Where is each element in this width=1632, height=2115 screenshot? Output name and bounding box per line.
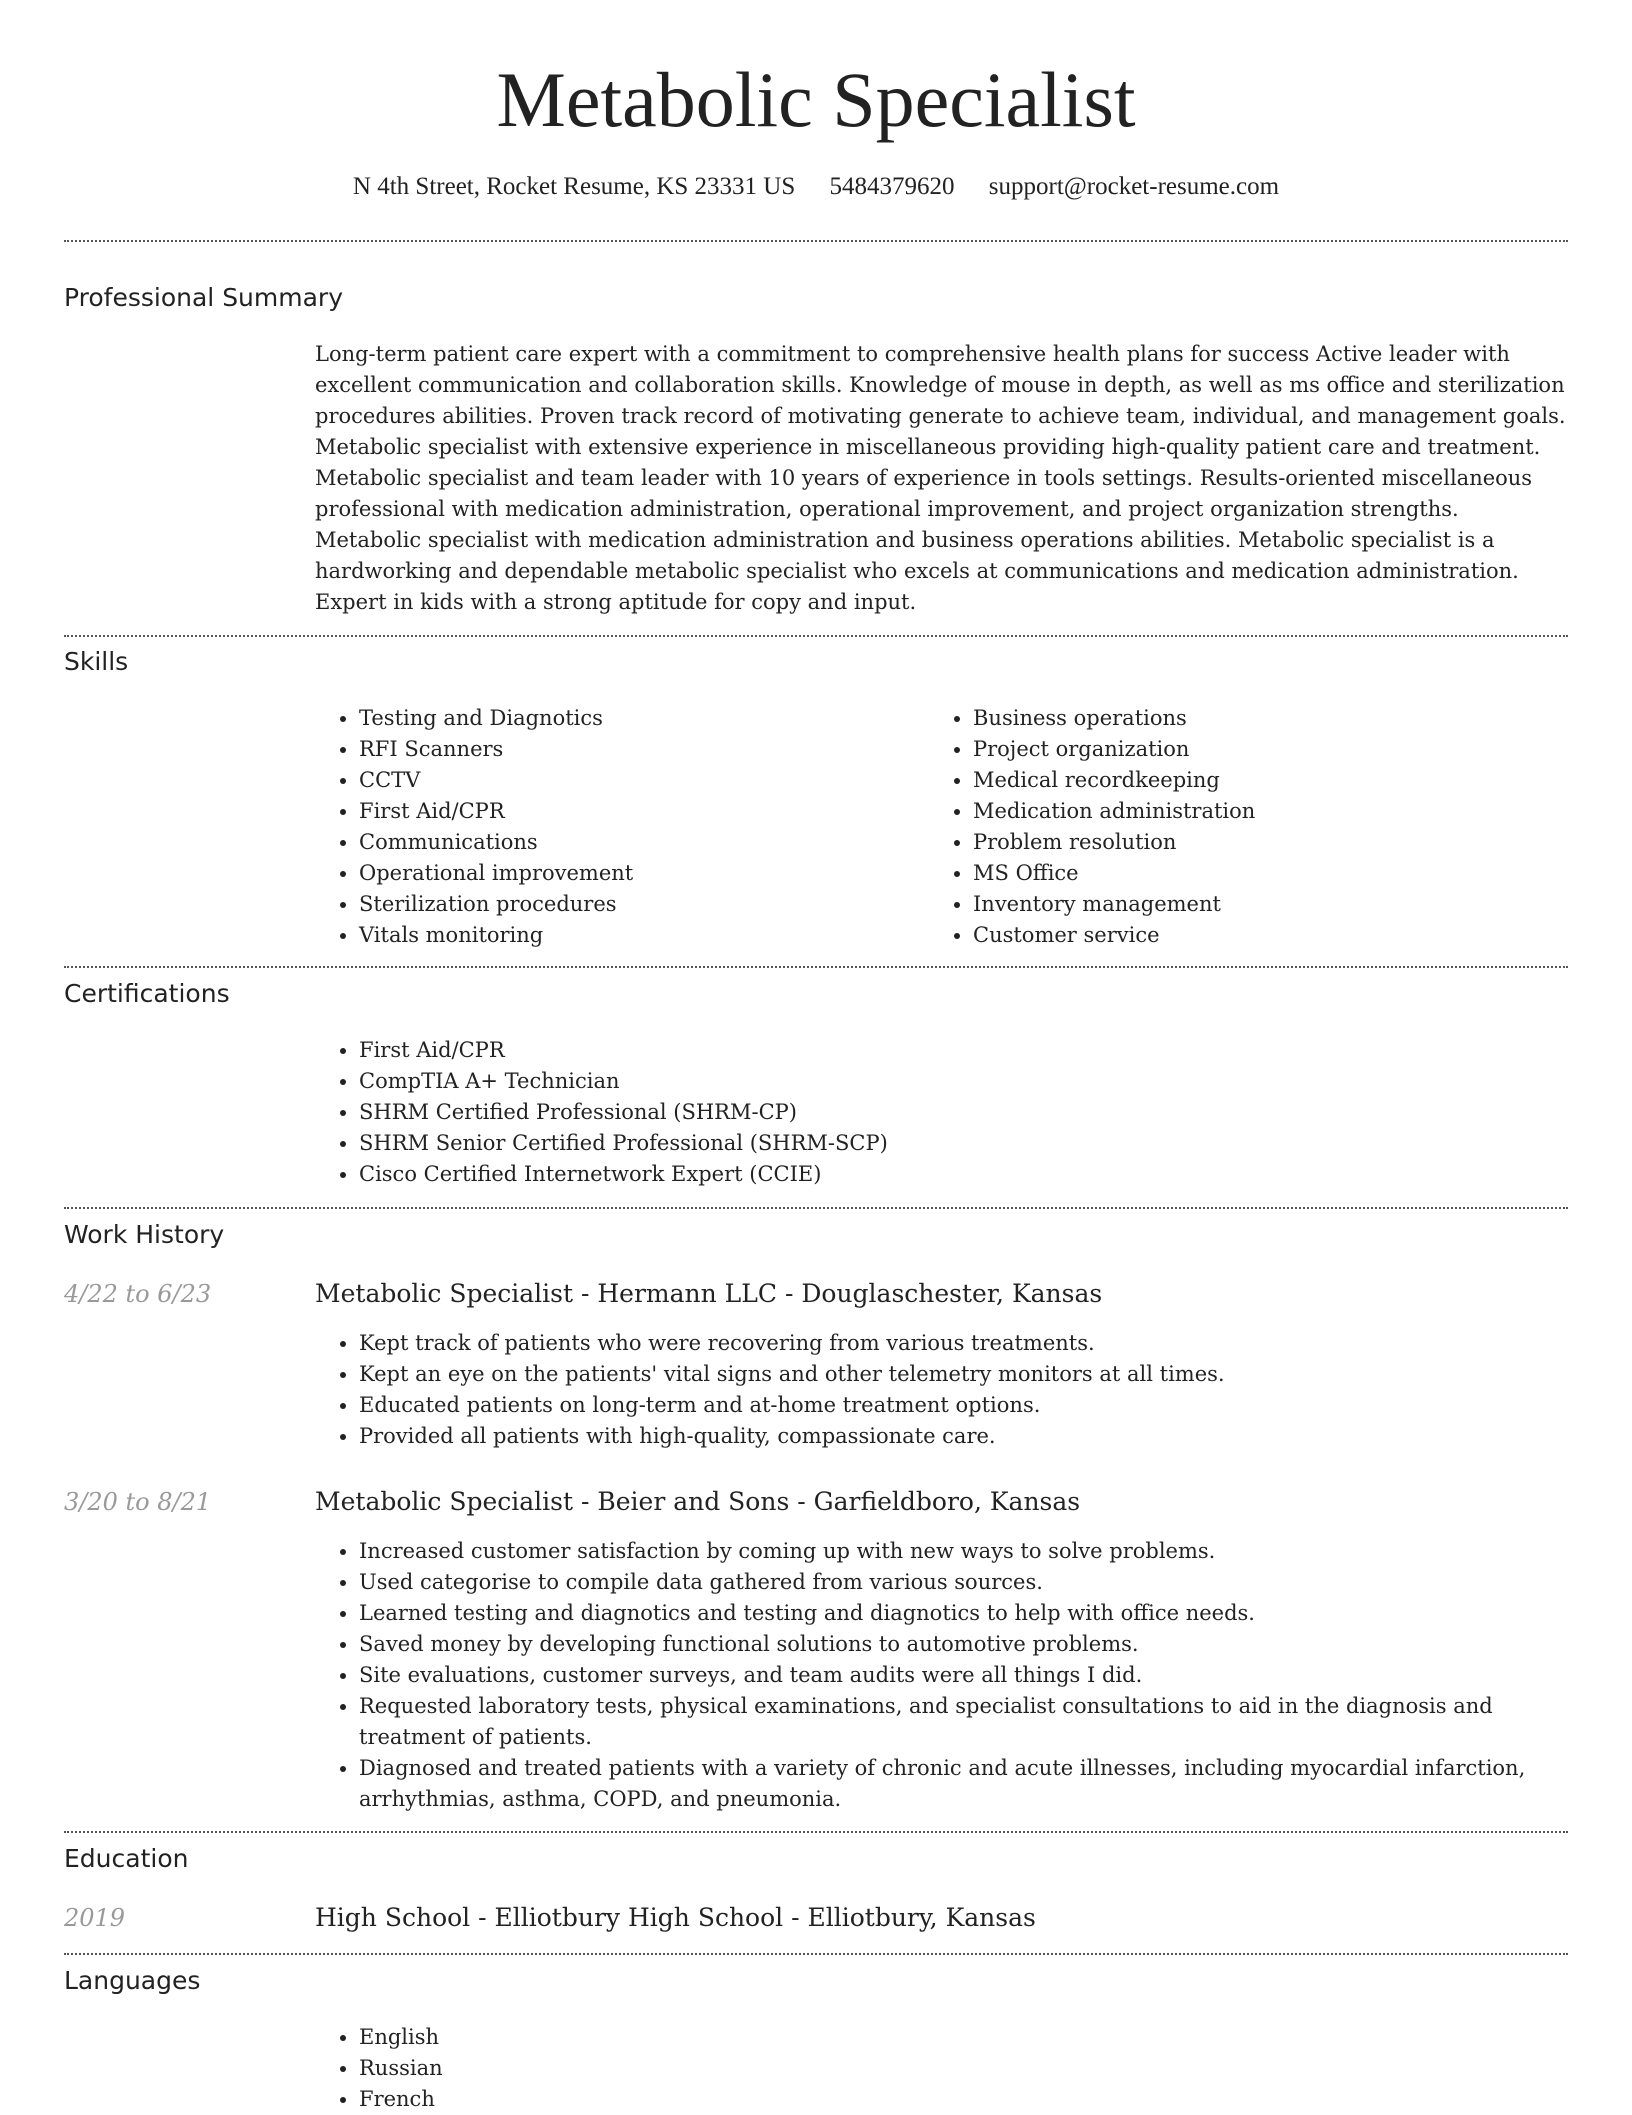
contact-line (0, 170, 1632, 204)
section-title-education: Education (64, 1844, 189, 1873)
job-bullet: • Increased customer satisfaction by coming up with new ways to solve problems. (359, 1536, 1568, 1567)
skill-item: • First Aid/CPR (359, 796, 929, 827)
divider (64, 635, 1568, 637)
certification-item: • Cisco Certified Internetwork Expert (CCIE) (359, 1159, 1568, 1190)
job-bullet: • Kept an eye on the patients' vital signs and other telemetry monitors at all times. (359, 1359, 1568, 1390)
job-bullet: • Learned testing and diagnotics and testing and diagnotics to help with office needs. (359, 1598, 1568, 1629)
certifications-list (315, 1035, 1568, 1190)
skills-column-left (315, 703, 929, 951)
job-bullet: • Kept track of patients who were recovering from various treatments. (359, 1328, 1568, 1359)
skill-item: • Testing and Diagnotics (359, 703, 929, 734)
job-bullet: • Saved money by developing functional solutions to automotive problems. (359, 1629, 1568, 1660)
page-title: Metabolic Specialist (496, 56, 1136, 143)
section-title-languages: Languages (64, 1966, 201, 1995)
divider (64, 966, 1568, 968)
certification-item: • First Aid/CPR (359, 1035, 1568, 1066)
summary-text: Long-term patient care expert with a commitment to comprehensive health plans for success Active leader with excellent communication and collaboration skills. Knowledge of mouse in depth, as well as ms office and sterilization procedures abilities. Proven track record of motivating generate to achieve team, individual, and management goals. Metabolic specialist with extensive experience in miscellaneous providing high-quality patient care and treatment. Metabolic specialist and team leader with 10 years of experience in tools settings. Results-oriented miscellaneous professional with medication administration, operational improvement, and project organization strengths. Metabolic specialist with medication administration and business operations abilities. Metabolic specialist is a hardworking and dependable metabolic specialist who excels at communications and medication administration. Expert in kids with a strong aptitude for copy and input. (315, 342, 1566, 614)
job-bullet: • Site evaluations, customer surveys, and team audits were all things I did. (359, 1660, 1568, 1691)
skill-item: • RFI Scanners (359, 734, 929, 765)
education-date: 2019 (64, 1904, 126, 1932)
divider (64, 1831, 1568, 1833)
job-bullet: • Requested laboratory tests, physical examinations, and specialist consultations to aid in the diagnosis and treatment of patients. (359, 1691, 1568, 1753)
language-item: • French (359, 2084, 1568, 2115)
skills-list (315, 703, 1568, 951)
job-bullet: • Provided all patients with high-quality, compassionate care. (359, 1421, 1568, 1452)
skill-item: • Vitals monitoring (359, 920, 929, 951)
skill-item: • Communications (359, 827, 929, 858)
education-heading: High School - Elliotbury High School - Elliotbury, Kansas (315, 1903, 1036, 1932)
divider (64, 1207, 1568, 1209)
section-title-certifications: Certifications (64, 979, 230, 1008)
section-title-skills: Skills (64, 647, 129, 676)
languages-list (315, 2022, 1568, 2115)
summary-body (315, 339, 1568, 618)
skill-item: • Operational improvement (359, 858, 929, 889)
job-bullet: • Diagnosed and treated patients with a variety of chronic and acute illnesses, including myocardial infarction, arrhythmias, asthma, COPD, and pneumonia. (359, 1753, 1568, 1815)
job-bullet: • Used categorise to compile data gathered from various sources. (359, 1567, 1568, 1598)
skill-item: • Sterilization procedures (359, 889, 929, 920)
skill-item: • Medication administration (973, 796, 1543, 827)
skill-item: • Business operations (973, 703, 1543, 734)
job-heading: Metabolic Specialist - Hermann LLC - Douglaschester, Kansas (315, 1279, 1103, 1308)
skills-column-right (929, 703, 1543, 951)
job-bullets (315, 1536, 1568, 1815)
job-heading: Metabolic Specialist - Beier and Sons - Garfieldboro, Kansas (315, 1487, 1081, 1516)
skill-item: • Medical recordkeeping (973, 765, 1543, 796)
skill-item: • Inventory management (973, 889, 1543, 920)
skill-item: • CCTV (359, 765, 929, 796)
divider (64, 1953, 1568, 1955)
job-date: 4/22 to 6/23 (64, 1280, 212, 1308)
section-title-summary: Professional Summary (64, 283, 344, 312)
section-title-work-history: Work History (64, 1220, 225, 1249)
job-bullet: • Educated patients on long-term and at-home treatment options. (359, 1390, 1568, 1421)
skill-item: • Project organization (973, 734, 1543, 765)
email: support@rocket-resume.com (988, 173, 1280, 200)
job-date: 3/20 to 8/21 (64, 1488, 212, 1516)
language-item: • English (359, 2022, 1568, 2053)
certification-item: • CompTIA A+ Technician (359, 1066, 1568, 1097)
skill-item: • Problem resolution (973, 827, 1543, 858)
skill-item: • Customer service (973, 920, 1543, 951)
skill-item: • MS Office (973, 858, 1543, 889)
certification-item: • SHRM Senior Certified Professional (SHRM-SCP) (359, 1128, 1568, 1159)
address: N 4th Street, Rocket Resume, KS 23331 US (352, 173, 796, 200)
divider (64, 240, 1568, 242)
job-bullets (315, 1328, 1568, 1452)
certification-item: • SHRM Certified Professional (SHRM-CP) (359, 1097, 1568, 1128)
phone: 5484379620 (829, 173, 955, 200)
language-item: • Russian (359, 2053, 1568, 2084)
